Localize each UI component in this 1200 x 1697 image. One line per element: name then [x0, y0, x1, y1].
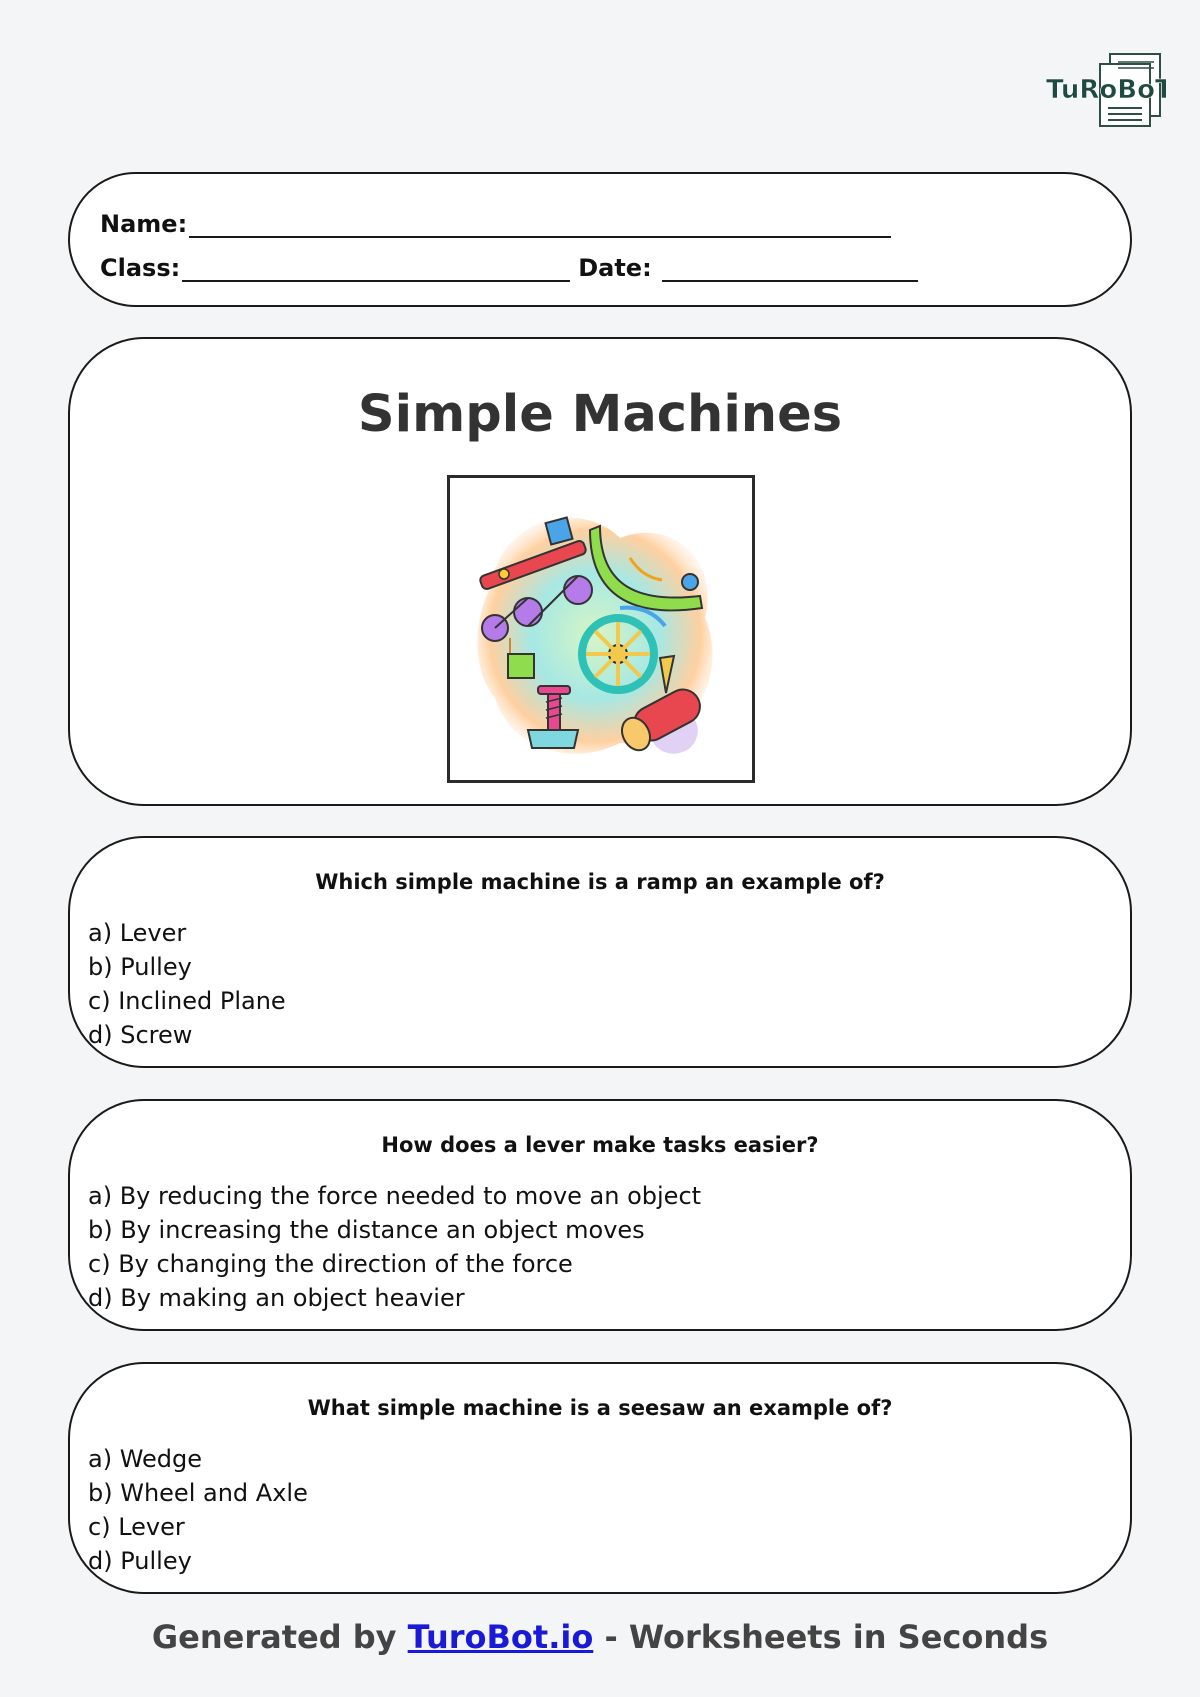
turobot-logo [1044, 52, 1166, 136]
answer-option[interactable]: a) Lever [88, 919, 187, 947]
answer-option[interactable]: c) Lever [88, 1513, 185, 1541]
answer-options [88, 1179, 701, 1315]
name-field[interactable] [189, 212, 891, 238]
date-field[interactable] [662, 256, 918, 282]
answer-options [88, 916, 286, 1052]
footer-prefix: Generated by [151, 1618, 408, 1656]
answer-option[interactable]: a) By reducing the force needed to move an object [88, 1182, 702, 1210]
footer [0, 1618, 1200, 1656]
answer-option[interactable]: d) Pulley [88, 1547, 192, 1575]
student-info-box [68, 172, 1132, 307]
answer-option[interactable]: b) Wheel and Axle [88, 1479, 308, 1507]
question-text: How does a lever make tasks easier? [381, 1133, 819, 1157]
answer-option[interactable]: a) Wedge [88, 1445, 203, 1473]
answer-option[interactable]: d) Screw [88, 1021, 193, 1049]
answer-option[interactable]: b) Pulley [88, 953, 192, 981]
simple-machines-illustration [447, 475, 755, 783]
date-label: Date: [578, 254, 652, 282]
question-text: Which simple machine is a ramp an example of? [315, 870, 885, 894]
title-box [68, 337, 1132, 806]
question-card-1 [68, 836, 1132, 1068]
question-text: What simple machine is a seesaw an example of? [307, 1396, 893, 1420]
answer-option[interactable]: c) By changing the direction of the force [88, 1250, 573, 1278]
question-card-2 [68, 1099, 1132, 1331]
answer-option[interactable]: c) Inclined Plane [88, 987, 286, 1015]
class-label: Class: [100, 254, 181, 282]
class-date-row [100, 254, 918, 282]
question-card-3 [68, 1362, 1132, 1594]
worksheet-title: Simple Machines [357, 385, 843, 444]
answer-option[interactable]: d) By making an object heavier [88, 1284, 465, 1312]
answer-option[interactable]: b) By increasing the distance an object moves [88, 1216, 645, 1244]
turobot-link[interactable]: TuroBot.io [407, 1618, 594, 1656]
logo-text: TuRoBoT [1046, 75, 1166, 105]
name-label: Name: [100, 210, 188, 238]
answer-options [88, 1442, 308, 1578]
class-field[interactable] [182, 256, 570, 282]
footer-suffix: - Worksheets in Seconds [593, 1618, 1049, 1656]
name-row [100, 210, 891, 238]
